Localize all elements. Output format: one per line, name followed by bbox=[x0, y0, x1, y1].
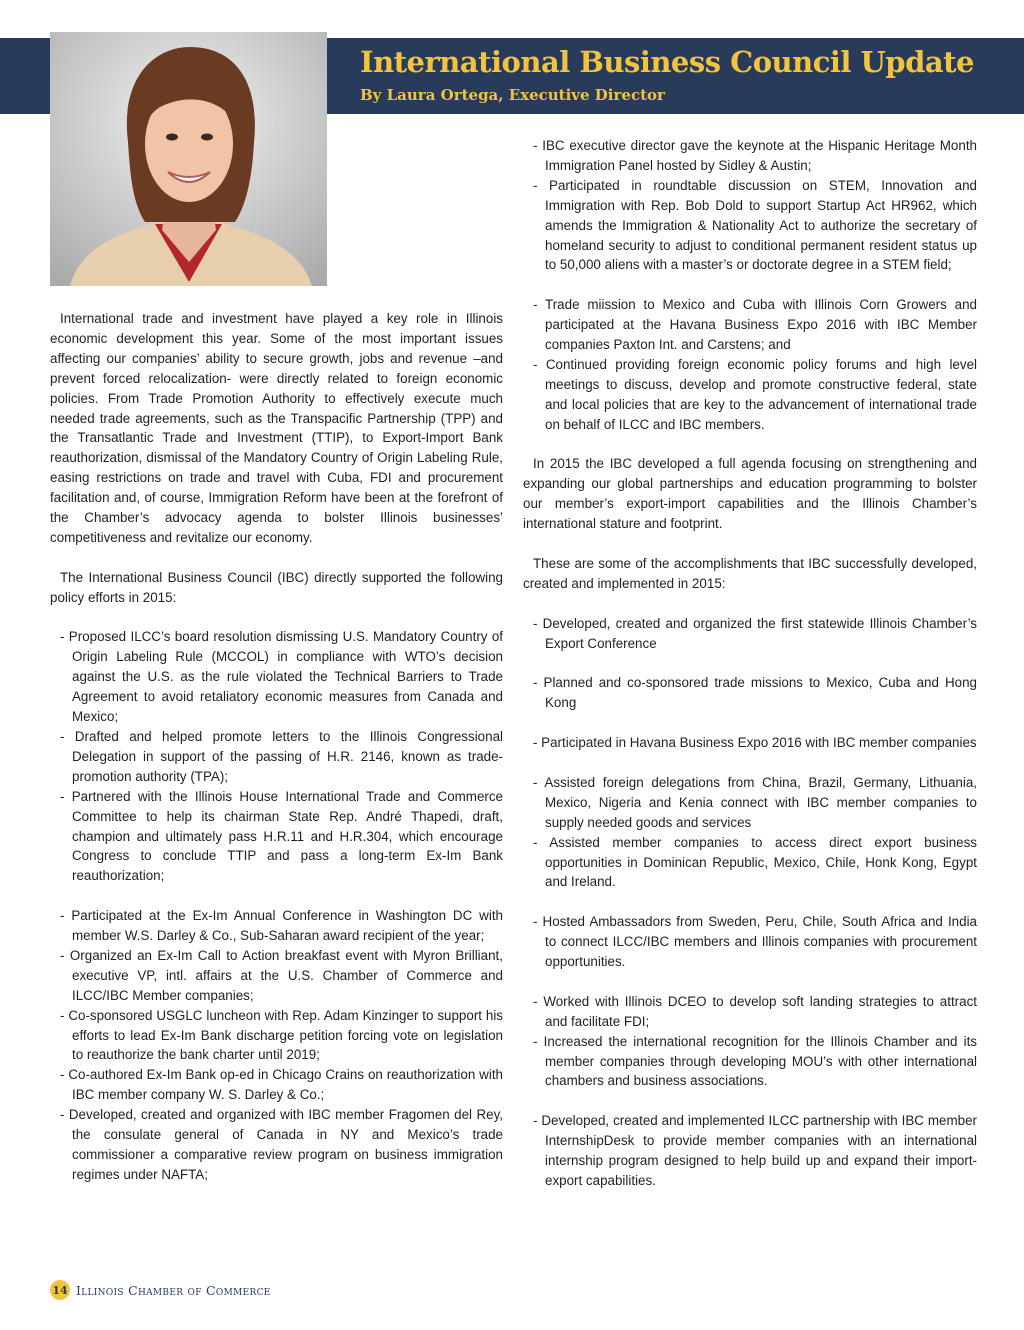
list-item: - Assisted member companies to access direct export business opportunities in Dominican Republic, Mexico, Chile, Honk Kong, Egypt and Ireland. bbox=[533, 834, 977, 890]
page-number: 14 bbox=[50, 1280, 70, 1300]
list-item: - Participated at the Ex-Im Annual Conference in Washington DC with member W.S. Darley & Co., Sub-Saharan award recipient of the year; bbox=[60, 908, 503, 944]
paragraph: The International Business Council (IBC) directly supported the following policy efforts in 2015: bbox=[50, 569, 503, 605]
list-item: - Planned and co-sponsored trade missions to Mexico, Cuba and Hong Kong bbox=[533, 675, 977, 711]
list-item: - Developed, created and implemented ILCC partnership with IBC member InternshipDesk to provide member companies with an international internship program designed to help build up and expand their import-export capabilities. bbox=[533, 1113, 977, 1188]
list-item: - Co-authored Ex-Im Bank op-ed in Chicago Crains on reauthorization with IBC member company W. S. Darley & Co.; bbox=[60, 1067, 503, 1103]
article-title: International Business Council Update bbox=[360, 45, 974, 79]
list-item: - Assisted foreign delegations from China, Brazil, Germany, Lithuania, Mexico, Nigeria and Kenia connect with IBC member companies to supply needed goods and services bbox=[533, 774, 977, 830]
author-portrait bbox=[50, 32, 327, 286]
paragraph: In 2015 the IBC developed a full agenda focusing on strengthening and expanding our global partnerships and education programming to bolster our member’s export-import capabilities and the Illinois Chamber’s international stature and footprint. bbox=[523, 456, 977, 532]
paragraph: These are some of the accomplishments that IBC successfully developed, created and implemented in 2015: bbox=[523, 555, 977, 591]
list-item: - Hosted Ambassadors from Sweden, Peru, Chile, South Africa and India to connect ILCC/IBC members and Illinois companies with procurement opportunities. bbox=[533, 914, 977, 970]
list-item: - Increased the international recognition for the Illinois Chamber and its member companies through developing MOU’s with other international chambers and business associations. bbox=[533, 1033, 977, 1089]
list-item: - Drafted and helped promote letters to the Illinois Congressional Delegation in support of the passing of H.R. 2146, known as trade-promotion authority (TPA); bbox=[60, 729, 503, 784]
list-item: - Developed, created and organized the first statewide Illinois Chamber’s Export Conference bbox=[533, 615, 977, 651]
right-column bbox=[523, 136, 977, 1191]
list-item: - Partnered with the Illinois House International Trade and Commerce Committee to help its chairman State Rep. André Thapedi, draft, champion and ultimately pass H.R.11 and H.R.304, which encourage Congress to conclude TTIP and pass a long-term Ex-Im Bank reauthorization; bbox=[60, 788, 503, 884]
left-column bbox=[50, 309, 503, 1185]
portrait-icon bbox=[50, 32, 327, 286]
list-item: - Trade miission to Mexico and Cuba with Illinois Corn Growers and participated at the Havana Business Expo 2016 with IBC Member companies Paxton Int. and Carstens; and bbox=[533, 297, 977, 353]
list-item: - Participated in Havana Business Expo 2016 with IBC member companies bbox=[533, 735, 977, 751]
list-item: - Worked with Illinois DCEO to develop soft landing strategies to attract and facilitate FDI; bbox=[533, 993, 977, 1029]
list-item: - Participated in roundtable discussion on STEM, Innovation and Immigration with Rep. Bob Dold to support Startup Act HR962, which amends the Immigration & Nationality Act to authorize the secretary of homeland security to adjust to conditional permanent resident status up to 50,000 aliens with a master’s or doctorate degree in a STEM field; bbox=[533, 177, 977, 273]
paragraph: International trade and investment have played a key role in Illinois economic development this year. Some of the most important issues affecting our companies’ ability to secure growth, jobs and revenue –and prevent forced relocalization- were directly related to foreign economic policies. From Trade Promotion Authority to effectively execute much needed trade agreements, such as the Transpacific Partnership (TPP) and the Transatlantic Trade and Investment (TTIP), to Export-Import Bank reauthorization, dismissal of the Mandatory Country of Origin Labeling Rule, easing restrictions on trade and travel with Cuba, FDI and procurement facilitation and, of course, Immigration Reform have been at the forefront of the Chamber’s advocacy agenda to bolster Illinois businesses’ competitiveness and revitalize our economy. bbox=[50, 311, 503, 545]
publication-name: Illinois Chamber of Commerce bbox=[76, 1282, 271, 1298]
list-item: - Developed, created and organized with IBC member Fragomen del Rey, the consulate general of Canada in NY and Mexico’s trade commissioner a comparative review program on business immigration regimes under NAFTA; bbox=[60, 1107, 503, 1182]
list-item: - Organized an Ex-Im Call to Action breakfast event with Myron Brilliant, executive VP, intl. affairs at the U.S. Chamber of Commerce and ILCC/IBC Member companies; bbox=[60, 947, 503, 1003]
list-item: - Continued providing foreign economic policy forums and high level meetings to discuss, develop and promote constructive federal, state and local policies that are key to the advancement of international trade on behalf of ILCC and IBC members. bbox=[533, 356, 977, 432]
page-footer bbox=[50, 1279, 271, 1301]
list-item: - IBC executive director gave the keynote at the Hispanic Heritage Month Immigration Panel hosted by Sidley & Austin; bbox=[533, 138, 977, 173]
list-item: - Co-sponsored USGLC luncheon with Rep. Adam Kinzinger to support his efforts to lead Ex-Im Bank discharge petition forcing vote on legislation to reauthorize the bank charter until 2019; bbox=[60, 1007, 503, 1063]
list-item: - Proposed ILCC’s board resolution dismissing U.S. Mandatory Country of Origin Labeling Rule (MCCOL) in compliance with WTO’s decision against the U.S. as the rule violated the Technical Barriers to Trade Agreement to avoid retaliatory economic measures from Canada and Mexico; bbox=[60, 629, 503, 725]
article-byline: By Laura Ortega, Executive Director bbox=[360, 86, 665, 104]
